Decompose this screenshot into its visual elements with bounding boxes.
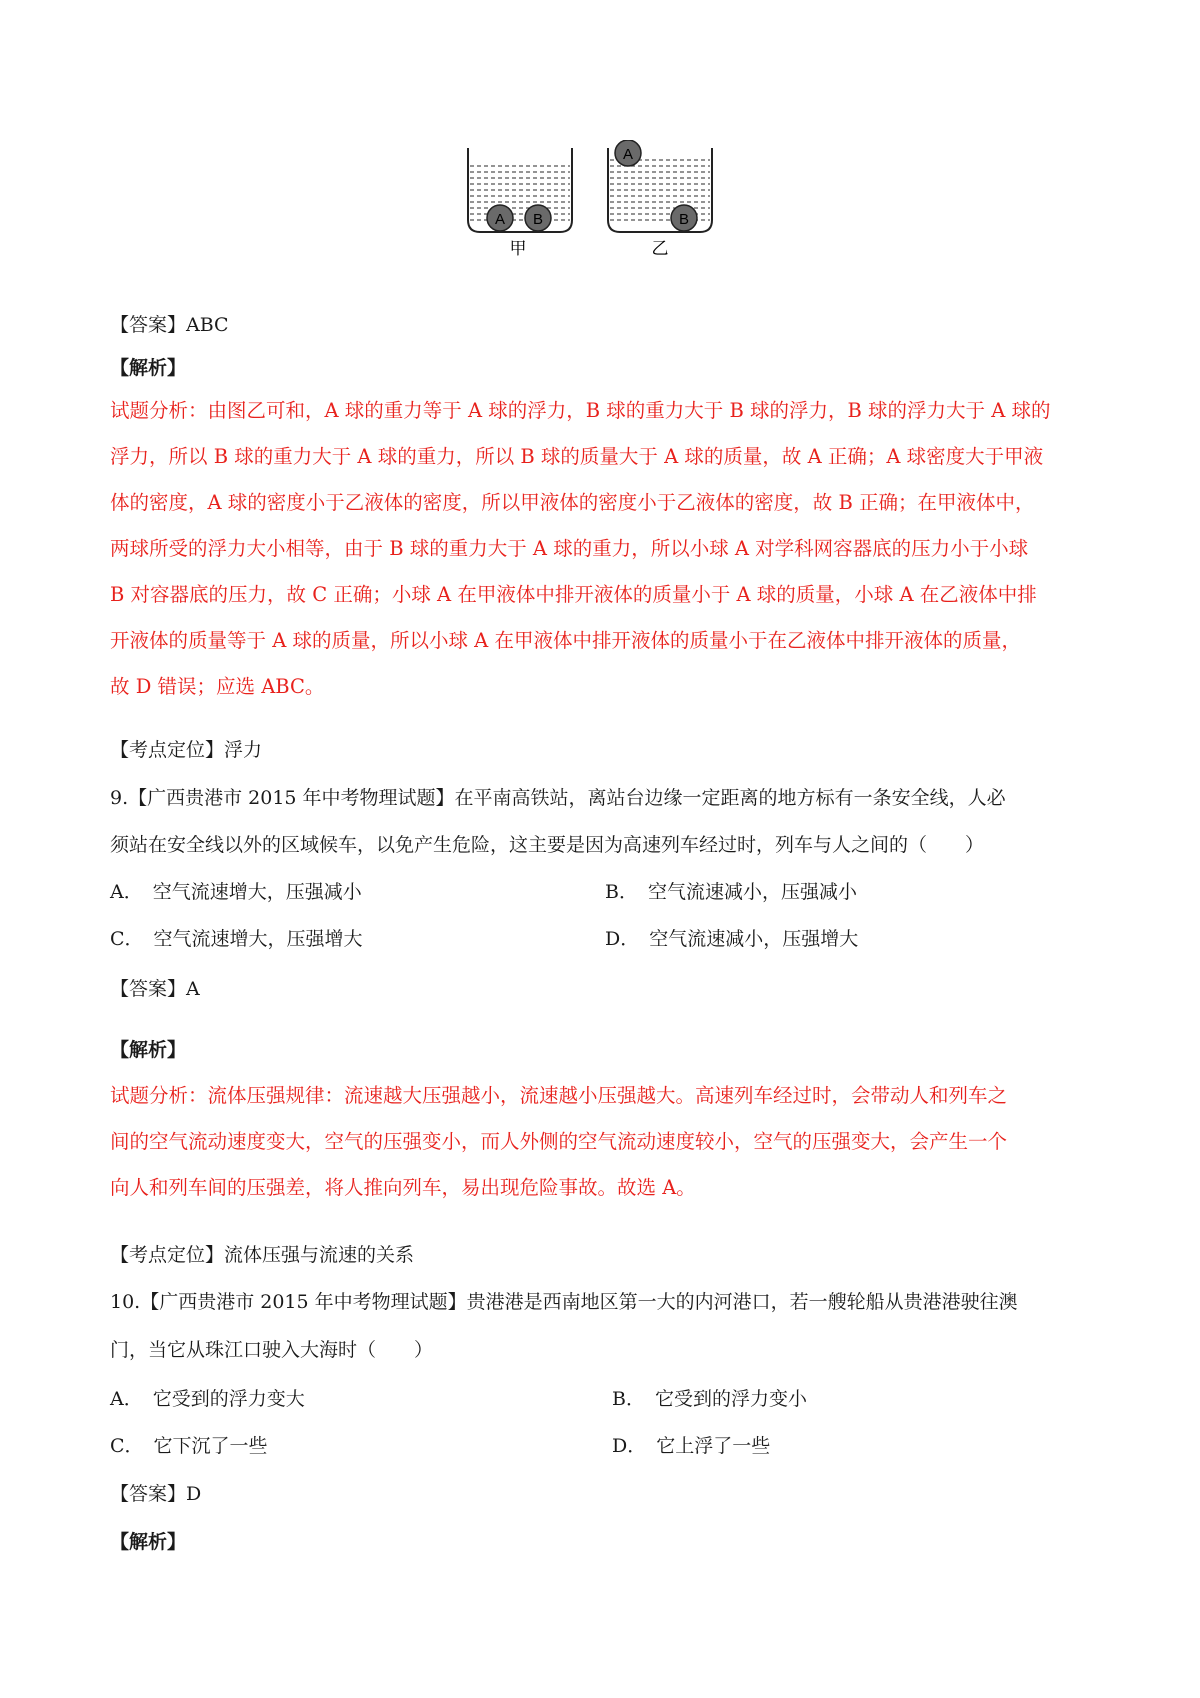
option-text: 它受到的浮力变小 [654,1388,807,1410]
option-text: 空气流速减小，压强减小 [647,881,857,903]
q10-stem-line: 门，当它从珠江口驶入大海时（ ） [110,1339,434,1361]
option-letter: C． [110,1435,144,1457]
q10-option-d [612,1434,770,1458]
option-text: 它上浮了一些 [656,1435,771,1457]
q10-stem-line: 10.【广西贵港市 2015 年中考物理试题】贵港港是西南地区第一大的内河港口，若一艘轮船从贵港港驶往澳 [110,1291,1018,1313]
q9-answer: 【答案】A [110,978,200,1000]
ball-b-right-label: B [678,211,690,228]
option-letter: B． [612,1388,645,1410]
q9-option-b [605,880,857,904]
option-text: 它下沉了一些 [153,1435,268,1457]
option-text: 它受到的浮力变大 [152,1388,305,1410]
option-letter: D． [612,1435,647,1457]
option-letter: A． [110,881,143,903]
q8-analysis-line: 故 D 错误；应选 ABC。 [110,675,325,698]
q9-analysis-title: 【解析】 [110,1039,187,1061]
q10-option-c [110,1434,268,1458]
beaker-left-label: 甲 [509,239,527,259]
q8-analysis-line: B 对容器底的压力，故 C 正确；小球 A 在甲液体中排开液体的质量小于 A 球的质量，小球 A 在乙液体中排 [110,583,1037,606]
beakers-figure [450,140,750,260]
q10-analysis-title: 【解析】 [110,1531,187,1553]
q8-analysis-line: 浮力，所以 B 球的重力大于 A 球的重力，所以 B 球的质量大于 A 球的质量，故 A 正确；A 球密度大于甲液 [110,445,1044,468]
q8-kaodian: 【考点定位】浮力 [110,739,263,761]
q8-analysis-title: 【解析】 [110,357,187,379]
option-text: 空气流速增大，压强增大 [153,928,363,950]
q9-option-c [110,927,363,951]
option-letter: B． [605,881,638,903]
q8-analysis-line: 开液体的质量等于 A 球的质量，所以小球 A 在甲液体中排开液体的质量小于在乙液体中排开液体的质量， [110,629,1021,652]
q9-kaodian: 【考点定位】流体压强与流速的关系 [110,1244,415,1266]
q9-option-d [605,927,858,951]
beaker-right-label: 乙 [651,239,669,259]
q10-option-a [110,1387,305,1411]
q10-answer: 【答案】D [110,1483,202,1505]
beaker-right [608,140,712,259]
ball-a-right-label: A [622,146,634,163]
q8-answer: 【答案】ABC [110,314,229,336]
q8-analysis-line: 两球所受的浮力大小相等，由于 B 球的重力大于 A 球的重力，所以小球 A 对学科网容器底的压力小于小球 [110,537,1029,560]
option-letter: A． [110,1388,143,1410]
q10-option-b [612,1387,807,1411]
q9-stem-line: 须站在安全线以外的区域候车，以免产生危险，这主要是因为高速列车经过时，列车与人之间的（ ） [110,834,985,856]
q9-stem-line: 9.【广西贵港市 2015 年中考物理试题】在平南高铁站，离站台边缘一定距离的地方标有一条安全线，人必 [110,787,1006,809]
option-text: 空气流速减小，压强增大 [649,928,859,950]
q9-analysis-line: 试题分析：流体压强规律：流速越大压强越小，流速越小压强越大。高速列车经过时，会带动人和列车之 [110,1084,1008,1107]
option-text: 空气流速增大，压强减小 [152,881,362,903]
q8-analysis-line: 试题分析：由图乙可和，A 球的重力等于 A 球的浮力，B 球的重力大于 B 球的浮力，B 球的浮力大于 A 球的 [110,399,1051,422]
beaker-left [468,148,572,259]
q9-option-a [110,880,362,904]
q9-analysis-line: 向人和列车间的压强差，将人推向列车，易出现危险事故。故选 A。 [110,1176,696,1199]
option-letter: C． [110,928,144,950]
option-letter: D． [605,928,640,950]
q8-analysis-line: 体的密度，A 球的密度小于乙液体的密度，所以甲液体的密度小于乙液体的密度，故 B 正确；在甲液体中， [110,491,1035,514]
ball-a-left-label: A [494,211,506,228]
q9-analysis-line: 间的空气流动速度变大，空气的压强变小，而人外侧的空气流动速度较小，空气的压强变大，会产生一个 [110,1130,1008,1153]
ball-b-left-label: B [532,211,544,228]
